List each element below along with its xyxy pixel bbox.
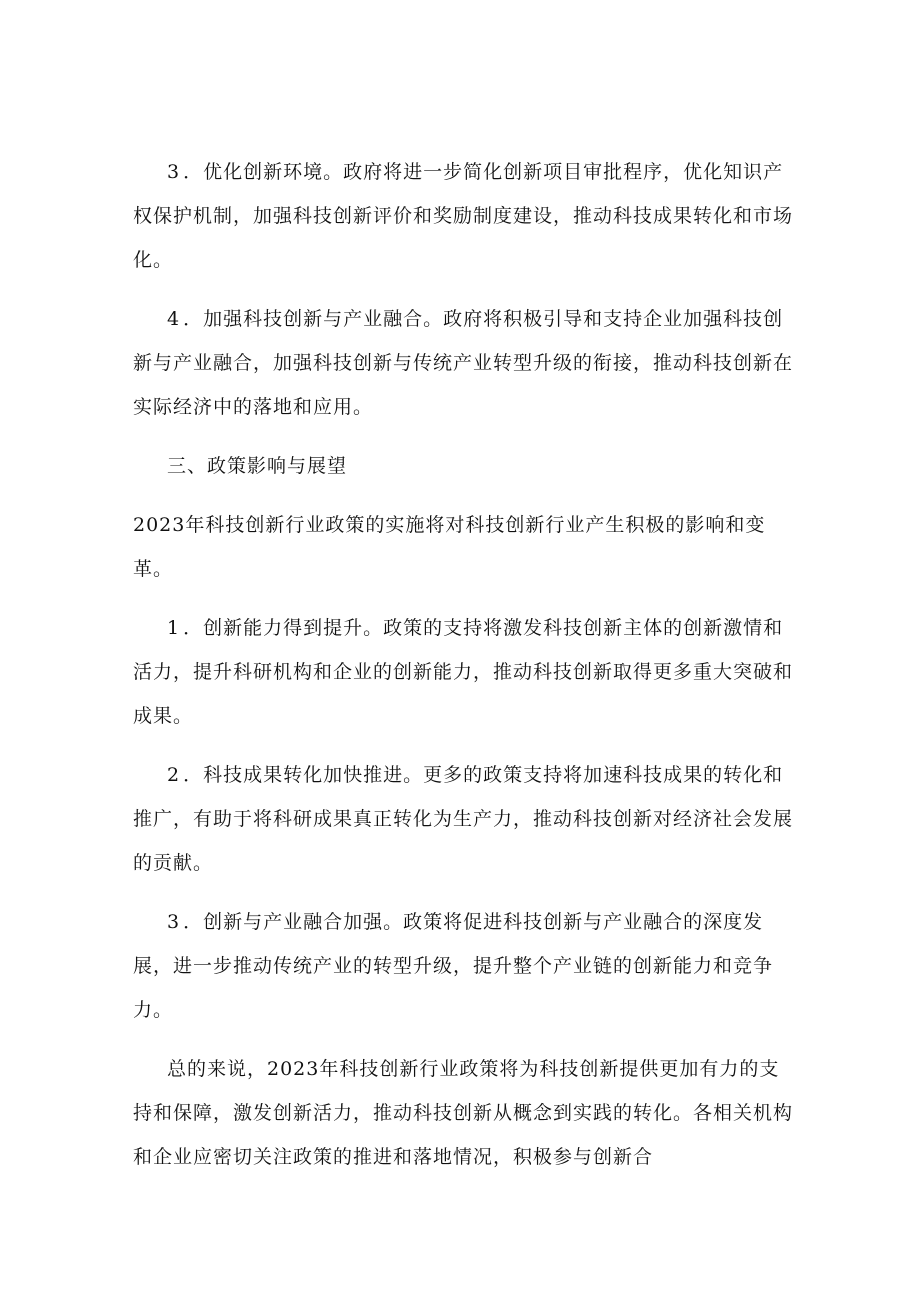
document-body [133,150,793,1194]
conclusion-paragraph: 总的来说，2023年科技创新行业政策将为科技创新提供更加有力的支持和保障，激发创新活力，推动科技创新从概念到实践的转化。各相关机构和企业应密切关注政策的推进和落地情况，积极参与创新合 [133,1058,794,1168]
item-number: 2 [167,764,180,786]
item-number: 4 [167,308,180,330]
item-separator: ． [183,161,204,183]
paragraph-text: 加强科技创新与产业融合。政府将积极引导和支持企业加强科技创新与产业融合，加强科技创新与传统产业转型升级的衔接，推动科技创新在实际经济中的落地和应用。 [133,308,794,418]
section-heading: 三、政策影响与展望 [167,455,348,477]
paragraph-industry-integration [133,297,793,429]
impact-item-integration [133,900,793,1032]
item-number: 3 [167,161,180,183]
item-number: 1 [167,617,180,639]
item-separator: ． [183,308,204,330]
item-separator: ． [183,617,204,639]
item-number: 3 [167,911,180,933]
paragraph-text: 创新与产业融合加强。政策将促进科技创新与产业融合的深度发展，进一步推动传统产业的转型升级，提升整个产业链的创新能力和竞争力。 [133,911,774,1021]
paragraph-optimize-environment [133,150,793,282]
item-separator: ． [183,764,204,786]
intro-paragraph: 2023年科技创新行业政策的实施将对科技创新行业产生积极的影响和变革。 [133,514,766,580]
impact-item-capability [133,606,793,738]
paragraph-text: 优化创新环境。政府将进一步简化创新项目审批程序，优化知识产权保护机制，加强科技创新评价和奖励制度建设，推动科技成果转化和市场化。 [133,161,794,271]
item-separator: ． [183,911,204,933]
paragraph-text: 科技成果转化加快推进。更多的政策支持将加速科技成果的转化和推广，有助于将科研成果真正转化为生产力，推动科技创新对经济社会发展的贡献。 [133,764,794,874]
paragraph-text: 创新能力得到提升。政策的支持将激发科技创新主体的创新激情和活力，提升科研机构和企业的创新能力，推动科技创新取得更多重大突破和成果。 [133,617,794,727]
impact-item-transfer [133,753,793,885]
